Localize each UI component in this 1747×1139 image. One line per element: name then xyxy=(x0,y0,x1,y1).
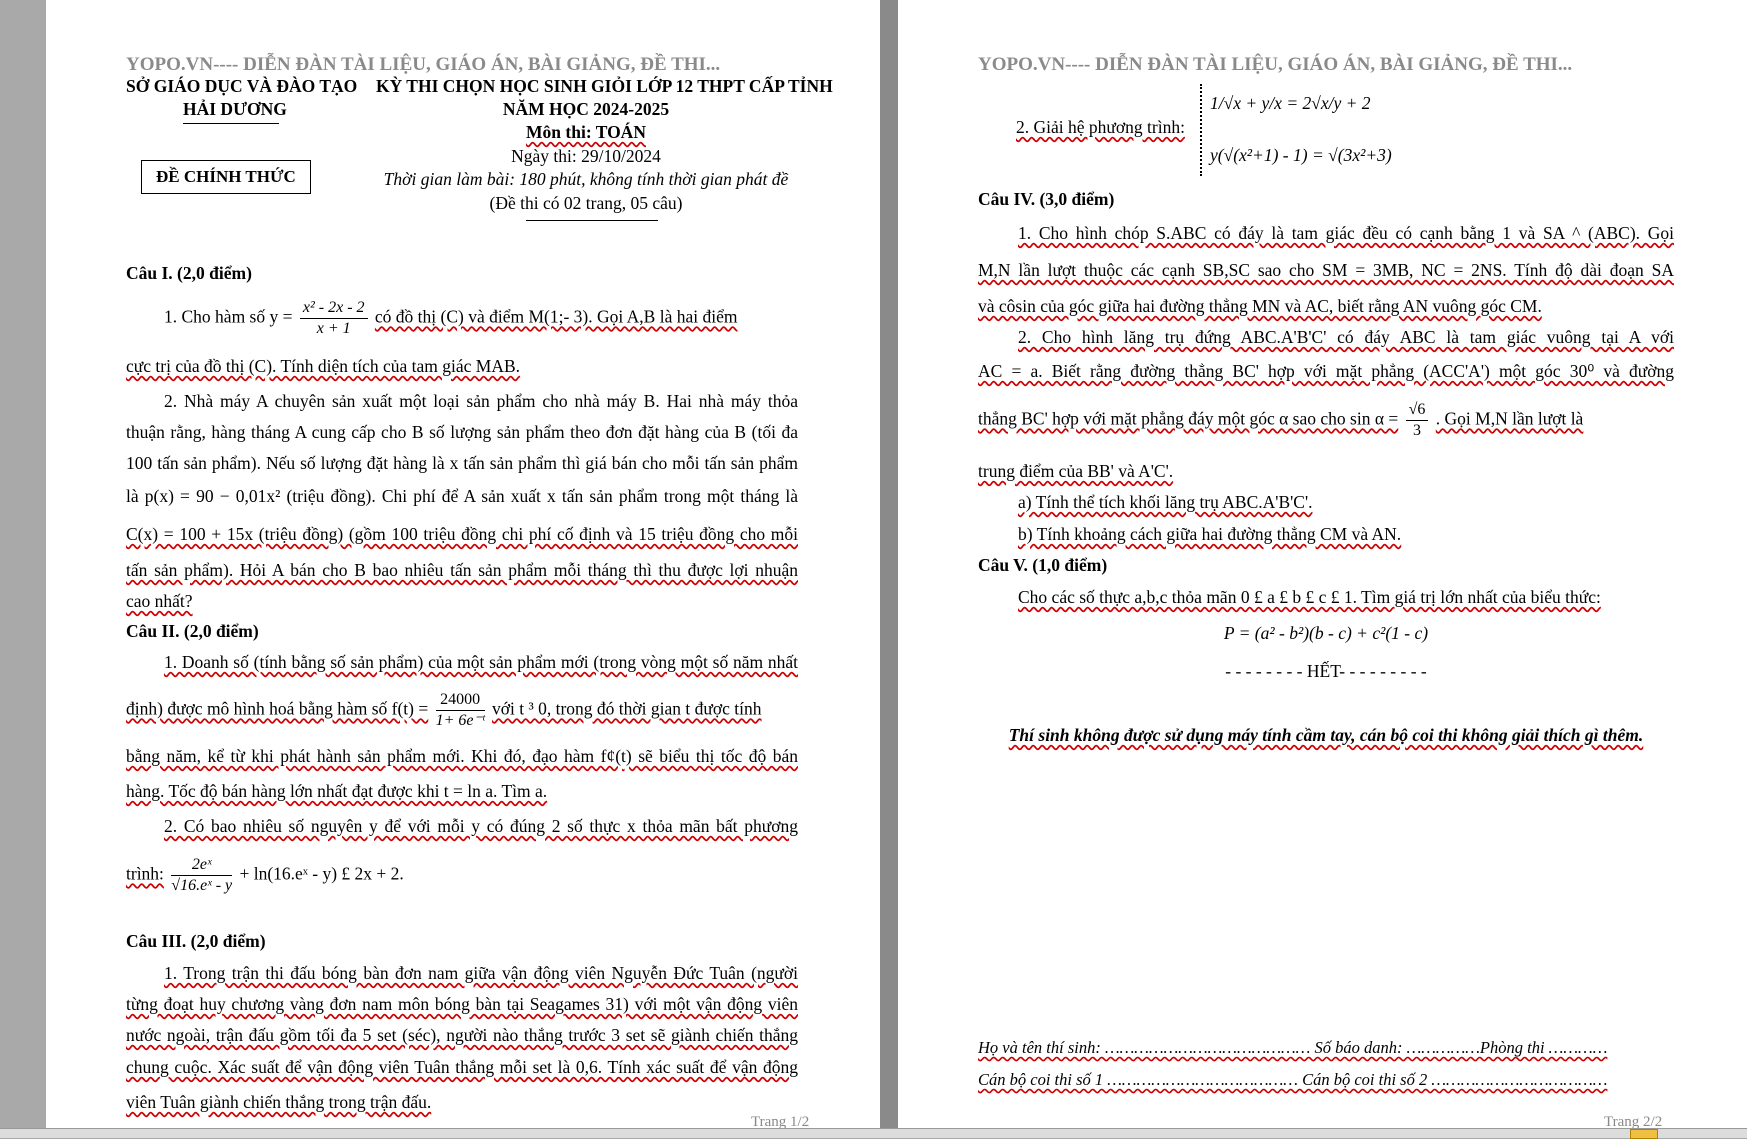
text: 1. Cho hàm số y = xyxy=(164,306,293,327)
q5-expression: P = (a² - b²)(b - c) + c²(1 - c) xyxy=(1223,623,1429,643)
fraction xyxy=(171,855,232,896)
school-year: NĂM HỌC 2024-2025 xyxy=(502,99,670,119)
proctor-signature-line: Cán bộ coi thi số 1 ………………………………… Cán bộ coi thi số 2 ……………………………… xyxy=(978,1070,1608,1089)
duration: Thời gian làm bài: 180 phút, không tính thời gian phát đề xyxy=(383,169,789,189)
exam-notice: Thí sinh không được sử dụng máy tính cầm tay, cán bộ coi thi không giải thích gì thêm. xyxy=(1008,725,1644,745)
document-page-1 xyxy=(46,0,880,1128)
system-equation-1: 1/√x + y/x = 2√x/y + 2 xyxy=(1210,93,1371,113)
q4-part2-line3 xyxy=(978,400,1583,441)
q1-part2-line2: thuận rằng, hàng tháng A cung cấp cho B số lượng sản phẩm theo đơn đặt hàng của B (tối đa xyxy=(126,422,798,442)
fraction xyxy=(1406,400,1429,441)
question-4-heading: Câu IV. (3,0 điểm) xyxy=(978,189,1115,209)
q4-part1-line2: M,N lần lượt thuộc các cạnh SB,SC sao cho SM = 3MB, NC = 2NS. Tính độ dài đoạn SA xyxy=(978,260,1674,280)
org-province: HẢI DƯƠNG xyxy=(183,99,287,119)
org-name: SỞ GIÁO DỤC VÀ ĐÀO TẠO xyxy=(126,76,358,96)
q5-line1: Cho các số thực a,b,c thỏa mãn 0 £ a £ b £ c £ 1. Tìm giá trị lớn nhất của biểu thức: xyxy=(1018,587,1601,607)
end-mark: - - - - - - - - HẾT- - - - - - - - - xyxy=(1225,661,1427,681)
q1-part2-line6: tấn sản phẩm). Hỏi A bán cho B bao nhiêu tấn sản phẩm mỗi tháng thì thu được lợi nhuận xyxy=(126,560,798,580)
divider xyxy=(183,123,279,124)
q3-part1-line4: chung cuộc. Xác suất để vận động viên Tuân thắng mỗi set là 0,6. Tính xác suất để vận động xyxy=(126,1057,798,1077)
system-equation-2: y(√(x²+1) - 1) = √(3x²+3) xyxy=(1210,145,1392,165)
denominator: 3 xyxy=(1413,422,1422,439)
text: định) được mô hình hoá bằng hàm số f(t) = xyxy=(126,698,429,719)
q1-part2-line5: C(x) = 100 + 15x (triệu đồng) (gồm 100 triệu đồng chi phí cố định và 15 triệu đồng cho mỗi xyxy=(126,524,798,544)
q3-part1-line1: 1. Trong trận thi đấu bóng bàn đơn nam giữa vận động viên Nguyễn Đức Tuân (người xyxy=(164,963,798,983)
q4-part2-line4: trung điểm của BB' và A'C'. xyxy=(978,461,1174,481)
subject: Môn thi: TOÁN xyxy=(526,122,646,142)
q3-part1-line5: viên Tuân giành chiến thắng trong trận đấu. xyxy=(126,1092,432,1112)
q1-part1-line2: cực trị của đồ thị (C). Tính diện tích của tam giác MAB. xyxy=(126,356,521,376)
question-3-heading: Câu III. (2,0 điểm) xyxy=(126,931,266,951)
official-badge: ĐỀ CHÍNH THỨC xyxy=(141,160,311,194)
page-gap xyxy=(880,0,898,1137)
numerator: √6 xyxy=(1406,400,1429,421)
q3-part1-line2: từng đoạt huy chương vàng đơn nam môn bóng bàn tại Seagames 31) với một vận động viên xyxy=(126,994,798,1014)
question-1-heading: Câu I. (2,0 điểm) xyxy=(126,263,252,283)
question-2-heading: Câu II. (2,0 điểm) xyxy=(126,621,259,641)
exam-title: KỲ THI CHỌN HỌC SINH GIỎI LỚP 12 THPT CẤP TỈNH xyxy=(376,76,833,96)
divider xyxy=(526,220,658,221)
numerator: 2eˣ xyxy=(171,855,232,876)
q4-part1-line1: 1. Cho hình chóp S.ABC có đáy là tam giác đều có cạnh bằng 1 và SA ^ (ABC). Gọi xyxy=(1018,223,1674,243)
denominator: 1+ 6e⁻ᵗ xyxy=(435,712,485,729)
exam-date: Ngày thi: 29/10/2024 xyxy=(511,146,661,166)
q4-part2-line1: 2. Cho hình lăng trụ đứng ABC.A'B'C' có đáy ABC là tam giác vuông tại A với xyxy=(1018,327,1674,347)
numerator: 24000 xyxy=(436,690,485,711)
q4-part1-line3: và côsin của góc giữa hai đường thẳng MN và AC, biết rằng AN vuông góc CM. xyxy=(978,296,1542,316)
q1-part1-line1 xyxy=(164,298,737,339)
q3-part2-label: 2. Giải hệ phương trình: xyxy=(1016,117,1185,137)
denominator: √16.eˣ - y xyxy=(171,877,233,894)
q4-part2-a: a) Tính thể tích khối lăng trụ ABC.A'B'C'. xyxy=(1018,492,1313,512)
fraction xyxy=(300,298,368,339)
text: với t ³ 0, trong đó thời gian t được tính xyxy=(492,698,762,719)
q3-part1-line3: nước ngoài, trận đấu gồm tối đa 5 set (séc), người nào thắng trước 3 set sẽ giành chiến thắng xyxy=(126,1025,798,1045)
document-page-2 xyxy=(898,0,1747,1128)
question-5-heading: Câu V. (1,0 điểm) xyxy=(978,555,1108,575)
q2-part2-line1: 2. Có bao nhiêu số nguyên y để với mỗi y có đúng 2 số thực x thỏa mãn bất phương xyxy=(164,816,798,836)
page-footer: Trang 1/2 xyxy=(751,1114,810,1128)
q2-part1-line2 xyxy=(126,690,762,731)
q1-part2-line7: cao nhất? xyxy=(126,591,193,611)
q4-part2-line2: AC = a. Biết rằng đường thẳng BC' hợp với mặt phẳng (ACC'A') một góc 30⁰ và đường xyxy=(978,361,1674,381)
q2-part1-line4: hàng. Tốc độ bán hàng lớn nhất đạt được khi t = ln a. Tìm a. xyxy=(126,781,548,801)
q2-part2-line2 xyxy=(126,855,404,896)
watermark: YOPO.VN---- DIỄN ĐÀN TÀI LIỆU, GIÁO ÁN, BÀI GIẢNG, ĐỀ THI... xyxy=(126,54,721,75)
q2-part1-line3: bằng năm, kể từ khi phát hành sản phẩm mới. Khi đó, đạo hàm f¢(t) sẽ biểu thị tốc độ bán xyxy=(126,746,798,766)
text: trình: xyxy=(126,863,164,884)
numerator: x² - 2x - 2 xyxy=(300,298,368,319)
candidate-info-line: Họ và tên thí sinh: …………………………………… Số báo danh: ……………Phòng thi ………… xyxy=(978,1038,1608,1057)
fraction xyxy=(436,690,485,731)
q2-part1-line1: 1. Doanh số (tính bằng số sản phẩm) của một sản phẩm mới (trong vòng một số năm nhất xyxy=(164,652,798,672)
text: thẳng BC' hợp với mặt phẳng đáy một góc α sao cho sin α = xyxy=(978,408,1399,429)
view-mode-icon[interactable] xyxy=(1630,1129,1658,1139)
watermark: YOPO.VN---- DIỄN ĐÀN TÀI LIỆU, GIÁO ÁN, BÀI GIẢNG, ĐỀ THI... xyxy=(978,54,1573,75)
q1-part2-line3: 100 tấn sản phẩm). Nếu số lượng đặt hàng là x tấn sản phẩm thì giá bán cho mỗi tấn sản phẩm xyxy=(126,453,798,473)
page-footer: Trang 2/2 xyxy=(1604,1114,1663,1128)
q1-part2-line1: 2. Nhà máy A chuyên sản xuất một loại sản phẩm cho nhà máy B. Hai nhà máy thỏa xyxy=(164,391,798,411)
system-brace xyxy=(1200,84,1202,176)
denominator: x + 1 xyxy=(316,320,351,337)
pages-note: (Đề thi có 02 trang, 05 câu) xyxy=(489,193,683,213)
q4-part2-b: b) Tính khoảng cách giữa hai đường thẳng CM và AN. xyxy=(1018,524,1402,544)
text: . Gọi M,N lần lượt là xyxy=(1435,408,1584,429)
text: có đồ thị (C) và điểm M(1;- 3). Gọi A,B là hai điểm xyxy=(374,306,738,327)
text: + ln(16.eˣ - y) £ 2x + 2. xyxy=(239,863,404,884)
q1-part2-line4: là p(x) = 90 − 0,01x² (triệu đồng). Chi phí để A sản xuất x tấn sản phẩm trong một tháng là xyxy=(126,486,798,506)
